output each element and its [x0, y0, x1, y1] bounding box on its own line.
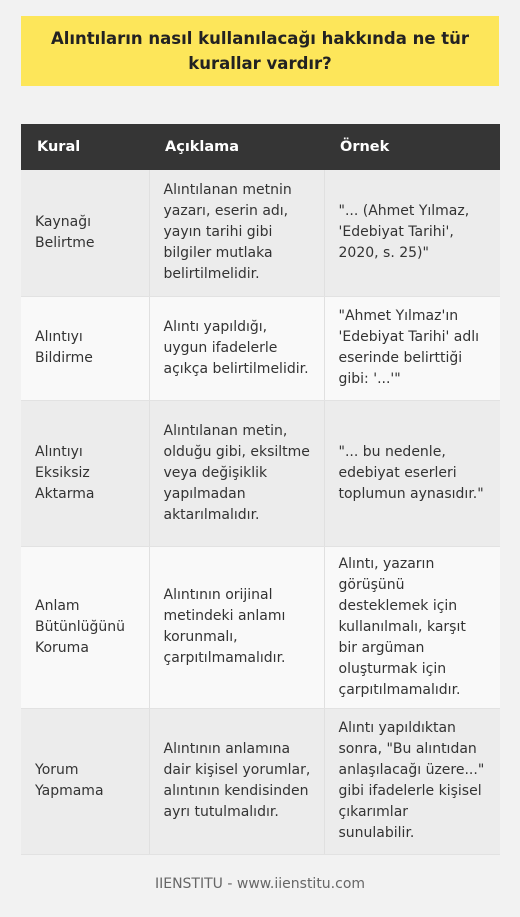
page-title-banner: [21, 16, 499, 86]
rule-cell: Kaynağı Belirtme: [21, 170, 149, 296]
description-cell: Alıntının orijinal metindeki anlamı korunmalı, çarpıtılmamalıdır.: [149, 546, 324, 708]
table-row: [21, 400, 500, 546]
page-title: Alıntıların nasıl kullanılacağı hakkında ne tür kurallar vardır?: [50, 29, 470, 73]
example-cell: "Ahmet Yılmaz'ın 'Edebiyat Tarihi' adlı eserinde belirttiği gibi: '...'": [324, 296, 500, 400]
description-cell: Alıntılanan metin, olduğu gibi, eksiltme veya değişiklik yapılmadan aktarılmalıdır.: [149, 400, 324, 546]
description-cell: Alıntının anlamına dair kişisel yorumlar, alıntının kendisinden ayrı tutulmalıdır.: [149, 708, 324, 854]
example-cell: Alıntı, yazarın görüşünü desteklemek için kullanılmalı, karşıt bir argüman oluşturmak için çarpıtılmamalıdır.: [324, 546, 500, 708]
description-cell: Alıntılanan metnin yazarı, eserin adı, yayın tarihi gibi bilgiler mutlaka belirtilmelidir.: [149, 170, 324, 296]
header-ornek: Örnek: [324, 124, 500, 170]
table-row: [21, 170, 500, 296]
rule-cell: Anlam Bütünlüğünü Koruma: [21, 546, 149, 708]
table-row: [21, 546, 500, 708]
description-cell: Alıntı yapıldığı, uygun ifadelerle açıkça belirtilmelidir.: [149, 296, 324, 400]
header-kural: Kural: [21, 124, 149, 170]
table-row: [21, 296, 500, 400]
rule-cell: Yorum Yapmama: [21, 708, 149, 854]
rule-cell: Alıntıyı Eksiksiz Aktarma: [21, 400, 149, 546]
table-header-row: [21, 124, 500, 170]
rules-table: [21, 124, 500, 855]
example-cell: "... bu nedenle, edebiyat eserleri toplumun aynasıdır.": [324, 400, 500, 546]
example-cell: "... (Ahmet Yılmaz, 'Edebiyat Tarihi', 2020, s. 25)": [324, 170, 500, 296]
footer-credit: IIENSTITU - www.iienstitu.com: [154, 876, 366, 892]
rule-cell: Alıntıyı Bildirme: [21, 296, 149, 400]
example-cell: Alıntı yapıldıktan sonra, "Bu alıntıdan anlaşılacağı üzere..." gibi ifadelerle kişisel çıkarımlar sunulabilir.: [324, 708, 500, 854]
table-row: [21, 708, 500, 854]
header-aciklama: Açıklama: [149, 124, 324, 170]
